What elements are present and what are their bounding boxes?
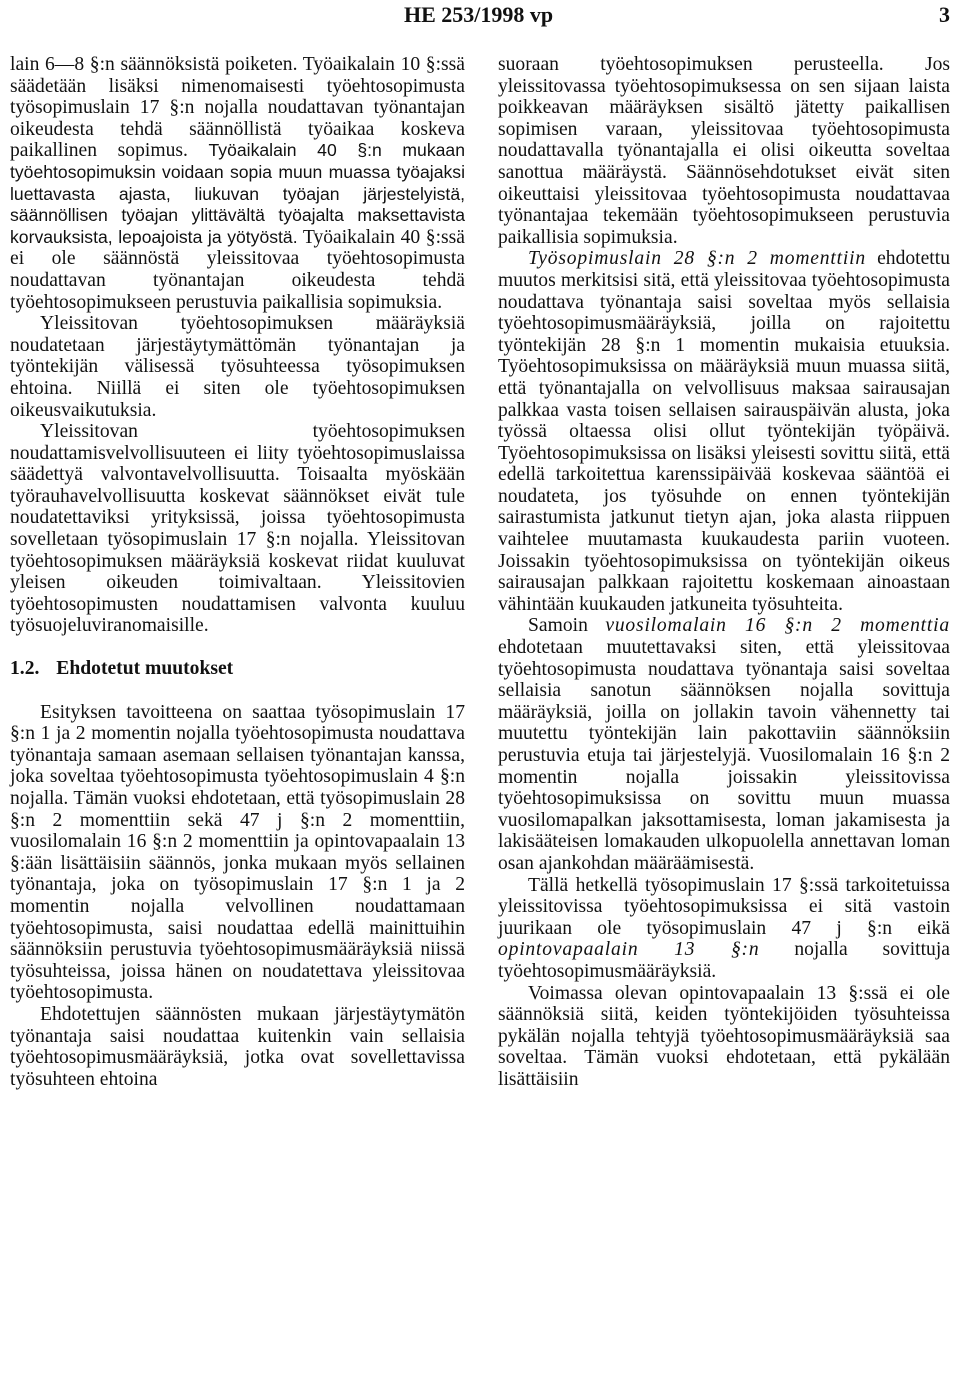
section-heading-number: 1.2. bbox=[10, 658, 40, 680]
paragraph-right-3-emphasis: vuosilomalain 16 §:n 2 momenttia bbox=[605, 615, 950, 637]
paragraph-right-4-lead: Tällä hetkellä työsopimuslain 17 §:ssä tarkoitetuissa yleissitovissa työehtosopimuksissa ei sitä vastoin juurikaan ole työsopimuslain 47 j §:n eikä bbox=[498, 874, 950, 939]
paragraph-right-2-emphasis: Työsopimuslain 28 §:n 2 momenttiin bbox=[528, 248, 866, 270]
section-heading-text: Ehdotetut muutokset bbox=[56, 658, 234, 680]
paragraph-right-4-emphasis: opintovapaalain 13 §:n bbox=[498, 939, 760, 961]
paragraph-left-5: Ehdotettujen säännösten mukaan järjestäytymätön työnantaja saisi noudattaa kuitenkin vain sellaisia työehtosopimusmääräyksiä, jotka ovat sovellettavissa työsuhteen ehtoina bbox=[10, 1003, 465, 1090]
paragraph-right-3-lead: Samoin bbox=[528, 615, 606, 637]
paragraph-left-4: Esityksen tavoitteena on saattaa työsopimuslain 17 §:n 1 ja 2 momentin nojalla työehtosopimusta noudattava työnantaja samaan asemaan sellaisen työnantajan kanssa, joka soveltaa työehtosopimusta työehtosopimuslain 4 §:n nojalla. Tämän vuoksi ehdotetaan, että työsopimuslain 28 §:n 2 momenttiin sekä 47 j §:n 2 momenttiin, vuosilomalain 16 §:n 2 momenttiin ja opintovapaalain 13 §:ään lisättäisiin säännös, jonka mukaan myös sellainen työnantaja, joka on työsopimuslain 17 §:n 1 ja 2 momentin nojalla velvollinen noudattamaan työehtosopimusta, saisi noudattaa edellä mainittuihin säännöksiin perustuvia työehtosopimusmääräyksiä niissä työsuhteissa, joissa hänen on noudatettava yleissitovaa työehtosopimusta. bbox=[10, 701, 465, 1004]
paragraph-right-3 bbox=[498, 615, 950, 874]
paragraph-right-3-body: ehdotetaan muutettavaksi siten, että yleissitovaa työehtosopimusta noudattava työnantaja saisi soveltaa sellaisia sanotun säännöksen nojalla sovittuja määräyksiä, joilla on jollakin tavoin vähennetty tai muutettu työntekijän lain pakottaviin säännöksiin perustuvia etuja tai järjestelyjä. Vuosilomalain 16 §:n 2 momentin nojalla joissakin yleissitovissa työehtosopimuksissa on sovittu muun muassa vuosilomapalkan jaksottamisesta, loman jakamisesta ja lakisääteisen lomakauden ulkopuolella annettavan loman osan ajankohdan määräämisestä. bbox=[498, 637, 950, 874]
paragraph-right-2-body: ehdotettu muutos merkitsisi sitä, että yleissitovaa työehtosopimusta noudattava työnantaja saisi soveltaa myös sellaisia työehtosopimusmääräyksiä, joilla on rajoitettu työntekijän 28 §:n 1 momentin mukaisia etuuksia. Työehtosopimuksissa on määräyksiä muun muassa siitä, että työnantajalla on velvollisuus maksaa sairausajan palkkaa vasta toisen sellaisen sairauspäivän alusta, joka työssä oltaessa olisi ollut työntekijän työpäivä. Työehtosopimuksissa on lisäksi yleisesti sovittu siitä, että edellä tarkoitettua karenssipäivää koskevaa sääntöä ei noudateta, jos työsuhde on ennen työntekijän sairastumista jatkunut tietyn ajan, joka alasta riippuen vaihtelee muutamasta kuukaudesta pariin vuoteen. Joissakin työehtosopimuksissa on työntekijän oikeus sairausajan palkkaan rajoitettu koskemaan ainoastaan vähintään kuukauden jatkuneita työsuhteita. bbox=[498, 248, 950, 615]
page-number: 3 bbox=[939, 2, 950, 27]
right-column bbox=[498, 54, 950, 1091]
paragraph-right-1: suoraan työehtosopimuksen perusteella. Jos yleissitovassa työehtosopimuksessa on sen sijaan laista poikkeavan määräyksen sisältö jätetty paikallisen sopimisen varaan, yleissitovaa työehtosopimusta noudattavalla työnantajalla ei olisi oikeutta soveltaa sanottua määräystä. Säännösehdotukset eivät siten oikeuttaisi yleissitovaa työehtosopimusta noudattavaa työnantajaa tekemään työehtosopimukseen perustuvia paikallisia sopimuksia. bbox=[498, 54, 950, 248]
paragraph-right-2 bbox=[498, 248, 950, 615]
paragraph-left-1-tail: Työaikalain 40 §:ssä ei ole säännöstä yleissitovaa työehtosopimusta noudattavan työnantajan oikeudesta tehdä työehtosopimukseen perustuvia paikallisia sopimuksia. bbox=[10, 226, 465, 313]
paragraph-left-1-sans: Työaikalain 40 §:n mukaan työehtosopimuksin voidaan sopia muun muassa työajaksi luettavasta ajasta, liukuvan työajan järjestelyistä, säännöllisen työajan ylittävältä työajalta maksettavista korvauksista, lepoajoista ja yötyöstä. bbox=[10, 140, 465, 247]
paragraph-right-4-body: nojalla sovittuja työehtosopimusmääräyksiä. bbox=[498, 939, 950, 982]
document-title: HE 253/1998 vp bbox=[404, 2, 554, 27]
paragraph-left-1 bbox=[10, 54, 465, 313]
page-header bbox=[0, 0, 960, 30]
paragraph-left-3: Yleissitovan työehtosopimuksen noudattamisvelvollisuuteen ei liity työehtosopimuslaissa säädettyä valvontavelvollisuutta. Toisaalta myöskään työrauhavelvollisuutta koskevat säännökset eivät tule noudatettaviksi yrityksissä, joissa työehtosopimusta sovelletaan työsopimuslain 17 §:n nojalla. Yleissitovan työehtosopimuksen määräyksiä koskevat riidat kuuluvat yleisen oikeuden toimivaltaan. Yleissitovien työehtosopimusten noudattamisen valvonta kuuluu työsuojeluviranomaisille. bbox=[10, 421, 465, 637]
paragraph-right-4 bbox=[498, 875, 950, 983]
paragraph-left-2: Yleissitovan työehtosopimuksen määräyksiä noudatetaan järjestäytymättömän työnantajan ja työntekijän välisessä työsuhteessa työsopimuksen ehtoina. Niillä ei siten ole työehtosopimuksen oikeusvaikutuksia. bbox=[10, 313, 465, 421]
paragraph-right-5: Voimassa olevan opintovapaalain 13 §:ssä ei ole säännöksiä siitä, keiden työntekijöiden työsuhteissa pykälän nojalla tehtyjä työehtosopimusmääräyksiä saa soveltaa. Tämän vuoksi ehdotetaan, että pykälään lisättäisiin bbox=[498, 982, 950, 1090]
paragraph-left-1-serif: lain 6—8 §:n säännöksistä poiketen. Työaikalain 10 §:ssä säädetään lisäksi nimenomaisesti työehtosopimusta työsopimuslain 17 §:n nojalla noudattavan työnantajan oikeudesta tehdä säännöllistä työaikaa koskeva paikallinen sopimus. bbox=[10, 54, 465, 162]
left-column bbox=[10, 54, 465, 1090]
section-heading bbox=[10, 658, 465, 680]
